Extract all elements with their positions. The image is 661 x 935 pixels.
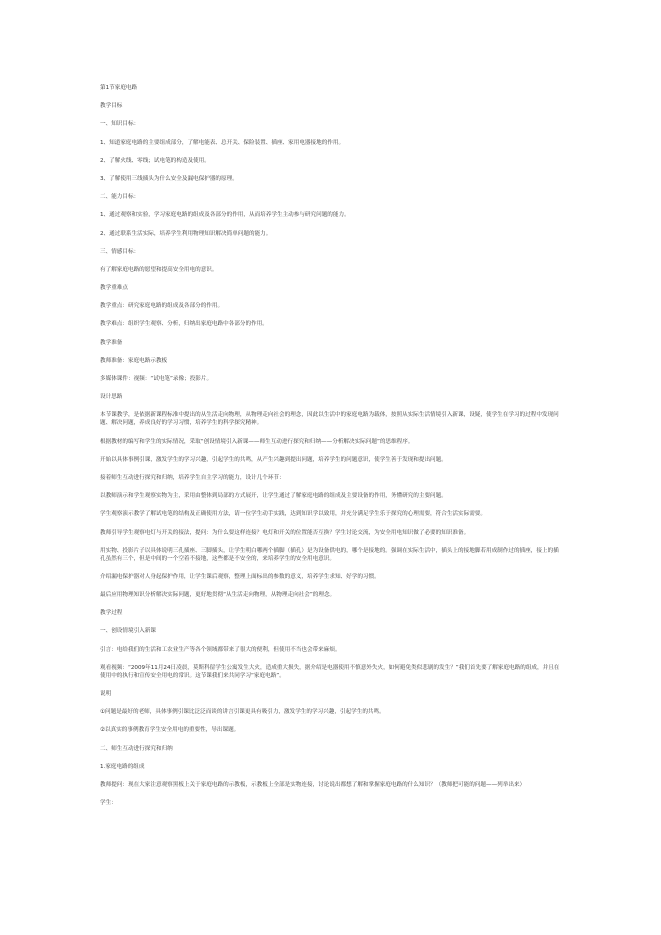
- paragraph: 2、通过联系生活实际，培养学生利用物理知识解决简单问题的能力。: [100, 230, 272, 237]
- subheading: 二、能力目标：: [100, 194, 140, 201]
- paragraph: 观看视频：“2009年11月24日凌晨，莫斯科留学生公寓发生大火，造成重大损失，据介绍是电器使用不慎意外失火，如何避免类似悲剧的发生？”我们首先要了解家庭电路的组成，并且在使用中的执行和宣传安全用电的常识。这节课我们来共同学习“家庭电路”。: [100, 664, 560, 679]
- paragraph: 介绍漏电保护器对人身起保护作用，让学生课后观察，整理上面标出的参数的意义，培养学生求知、好学的习惯。: [100, 573, 380, 580]
- paragraph: 教师引导学生观察电灯与开关的接法，提问：为什么要这样连接？电灯和开关的位置能否互换？学生讨论交流，为安全用电知识做了必要的知识准备。: [100, 529, 470, 536]
- subheading: 一、创设情境引入新课: [100, 628, 156, 635]
- paragraph: 3、了解使用三线插头为什么安全及漏电保护器的原理。: [100, 175, 238, 182]
- paragraph: ①问题是最好的老师，具体事例引课比泛泛而谈的讲言引课更具有吸引力，激发学生的学习兴趣，引起学生的共鸣。: [100, 709, 385, 716]
- paragraph: 教学重点：研究家庭电路的组成及各部分的作用。: [100, 303, 224, 310]
- heading: 设计思路: [100, 394, 123, 401]
- document-body: [100, 84, 562, 817]
- paragraph: 接着师生互动进行探究和归纳，培养学生自主学习的能力，设计几个环节：: [100, 474, 285, 481]
- section-title: 第1节家庭电路: [100, 85, 138, 91]
- paragraph: 有了解家庭电路的愿望和提高安全用电的意识。: [100, 266, 218, 273]
- paragraph: 本节课教学，是依据新课程标准中提出的从生活走向物理，从物理走向社会的理念，因此以生活中的家庭电路为载体，按照从实际生活情境引入新课，设疑，使学生在学习的过程中发现问题、解决问题，养成良好的学习习惯，培养学生的科学探究精神。: [100, 412, 559, 427]
- paragraph: 1、通过观察和实验，学习家庭电路的组成及各部分的作用，从而培养学生主动参与研究问题的能力。: [100, 212, 350, 219]
- heading: 教学目标: [100, 103, 123, 110]
- paragraph: 教师提问：现在大家注意观察黑板上关于家庭电路的示教板，示教板上全部是实物连接，讨论说出都想了解和掌握家庭电路的什么知识？（教师把可能的问题——列举出来）: [100, 781, 526, 788]
- paragraph: 1、知道家庭电路的主要组成部分，了解电能表、总开关、保险装置、插座、家用电器接地的作用。: [100, 139, 345, 146]
- paragraph: 用实物、投影片子以具体说明三孔插座、三脚插头，让学生明白哪两个插脚（插孔）是为设备供电的，哪个是接地的。强调在实际生活中，插头上的接地脚若用成制作过的插座，接上的插孔虽然有三个，但是中间的一个空着不接地，这些都是不安全的，来培养学生的安全用电意识。: [100, 547, 559, 562]
- subheading: 一、知识目标：: [100, 121, 140, 128]
- paragraph: 最后应用物理知识分析解决实际问题，更好地贯彻“从生活走向物理，从物理走向社会”的理念。: [100, 592, 336, 599]
- heading: 说明: [100, 691, 112, 697]
- subheading: 1.家庭电路的组成: [100, 763, 145, 770]
- paragraph: 多媒体课件：视频：“试电笔”录像；投影片。: [100, 376, 213, 382]
- paragraph: 2、了解火线、零线；试电笔的构造及使用。: [100, 157, 210, 164]
- paragraph: ②以真实的事例教育学生安全用电的重要性，导出课题。: [100, 727, 240, 734]
- subheading: 三、情感目标：: [100, 248, 140, 255]
- paragraph: 开始以具体事例引课，激发学生的学习兴趣，引起学生的共鸣，从产生兴趣到提出问题，培养学生的问题意识，使学生善于发现和提出问题。: [100, 456, 447, 463]
- heading: 教学准备: [100, 339, 123, 346]
- paragraph: 根据教材的编写和学生的实际情况，采取“创设情境引入新课——师生互动进行探究和归纳——分析解决实际问题”的思维程序。: [100, 438, 414, 445]
- heading: 教学重难点: [100, 285, 128, 292]
- paragraph: 学生观察演示教学了解试电笔的结构及正确使用方法，请一位学生动手实践，达到知识学以致用，并充分满足学生乐于探究的心理需要，符合生活实际需要。: [100, 511, 486, 518]
- paragraph: 学生：: [100, 800, 117, 807]
- paragraph: 教学难点：组织学生观察、分析，归纳出家庭电路中各部分的作用。: [100, 321, 268, 328]
- paragraph: 引言：电给我们的生活和工农业生产等各个领域都带来了很大的便利，但使用不当也会带来麻烦。: [100, 646, 341, 653]
- subheading: 二、师生互动进行探究和归纳: [100, 745, 173, 752]
- paragraph: 以教师演示和学生观察实物为主，采用由整体到局部的方式展开，让学生通过了解家庭电路的组成及主要设备的作用，务懂研究的主要问题。: [100, 493, 447, 500]
- paragraph: 教师准备：家庭电路示教板: [100, 357, 168, 364]
- heading: 教学过程: [100, 610, 123, 617]
